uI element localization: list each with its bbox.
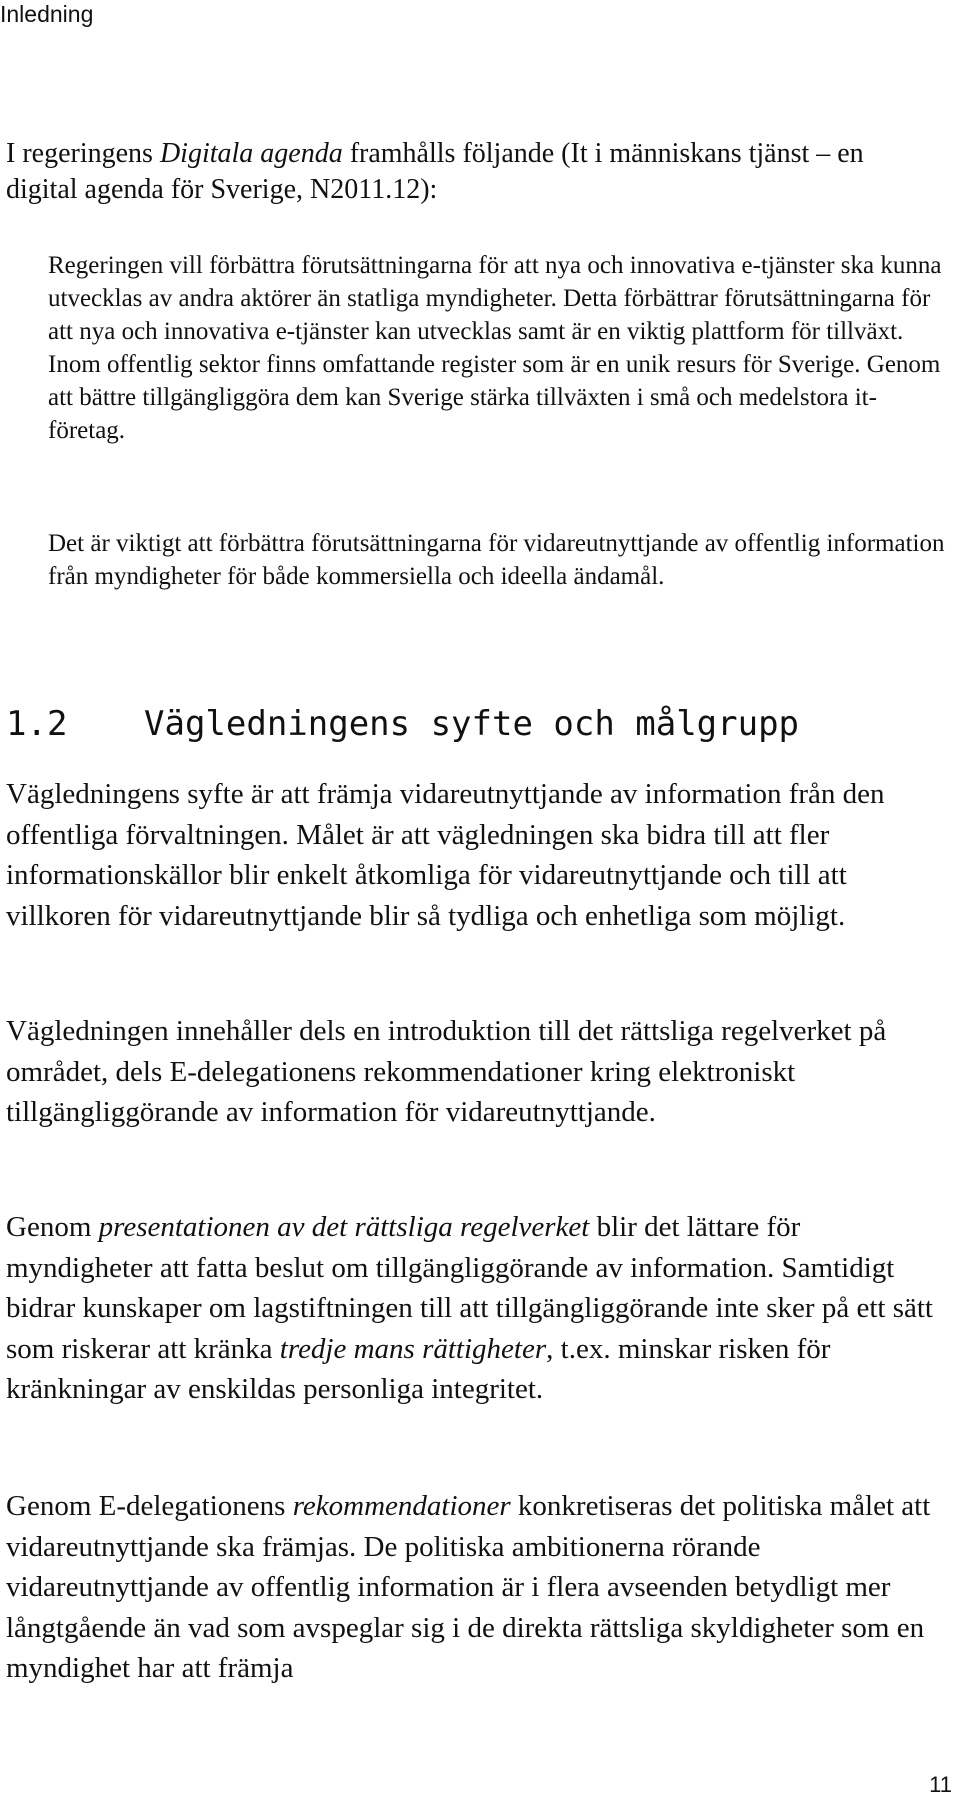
page-header-title: Inledning <box>0 1 94 27</box>
p4-text-b: konkretiseras det politiska målet att vidareutnyttjande ska främjas. De politiska ambitionerna rörande vidareutnyttjande av offentlig information är i flera avseenden betydligt mer långtgående än vad som avspeglar sig i de direkta rättsliga skyldigheter som en myndighet har att främja <box>6 1490 931 1684</box>
body-paragraph-2: Vägledningen innehåller dels en introduktion till det rättsliga regelverket på området, dels E-delegationens rekommendationer kring elektroniskt tillgängliggörande av information för vidareutnyttjande. <box>6 1015 887 1128</box>
p4-emphasis-1: rekommendationer <box>292 1490 511 1522</box>
body-paragraph-4 <box>6 1486 946 1689</box>
section-number: 1.2 <box>6 704 68 744</box>
intro-emphasis: Digitala agenda <box>159 138 343 169</box>
intro-text-pre: I regeringens <box>6 138 160 169</box>
p3-text-a: Genom <box>6 1211 99 1243</box>
p3-emphasis-2: tredje mans rättigheter <box>279 1332 547 1365</box>
p4-text-a: Genom E-delegationens <box>6 1490 293 1522</box>
section-heading <box>6 704 799 744</box>
body-paragraph-1: Vägledningens syfte är att främja vidareutnyttjande av information från den offentliga förvaltningen. Målet är att vägledningen ska bidra till att fler informationskällor blir enkelt åtkomliga för vidareutnyttjande och till att villkoren för vidareutnyttjande blir så tydliga och enhetliga som möjligt. <box>6 778 885 932</box>
intro-paragraph <box>6 136 926 208</box>
intro-text-post: framhålls följande (It i människans tjänst – en digital agenda för Sverige, N2011.12): <box>6 138 864 205</box>
p3-text-b: blir det lättare för myndigheter att fatta beslut om tillgängliggörande av information. Samtidigt bidrar kunskaper om lagstiftningen till att tillgängliggörande inte sker på ett sätt som riskerar att kränka <box>6 1211 933 1365</box>
body-paragraph-3 <box>6 1207 946 1410</box>
p3-emphasis-1: presentationen av det rättsliga regelverket <box>98 1211 590 1243</box>
quote-paragraph-1: Regeringen vill förbättra förutsättningarna för att nya och innovativa e-tjänster ska kunna utvecklas av andra aktörer än statliga myndigheter. Detta förbättrar förutsättningarna för att nya och innovativa e-tjänster kan utvecklas samt är en viktig plattform för tillväxt. Inom offentlig sektor finns omfattande register som är en unik resurs för Sverige. Genom att bättre tillgängliggöra dem kan Sverige stärka tillväxten i små och medelstora it-företag. <box>48 252 942 444</box>
p3-text-c: , t.ex. minskar risken för kränkningar av enskildas personliga integritet. <box>6 1332 831 1405</box>
section-title: Vägledningens syfte och målgrupp <box>144 704 800 744</box>
quote-paragraph-2: Det är viktigt att förbättra förutsättningarna för vidareutnyttjande av offentlig information från myndigheter för både kommersiella och ideella ändamål. <box>48 530 945 590</box>
page-number: 11 <box>929 1772 952 1797</box>
